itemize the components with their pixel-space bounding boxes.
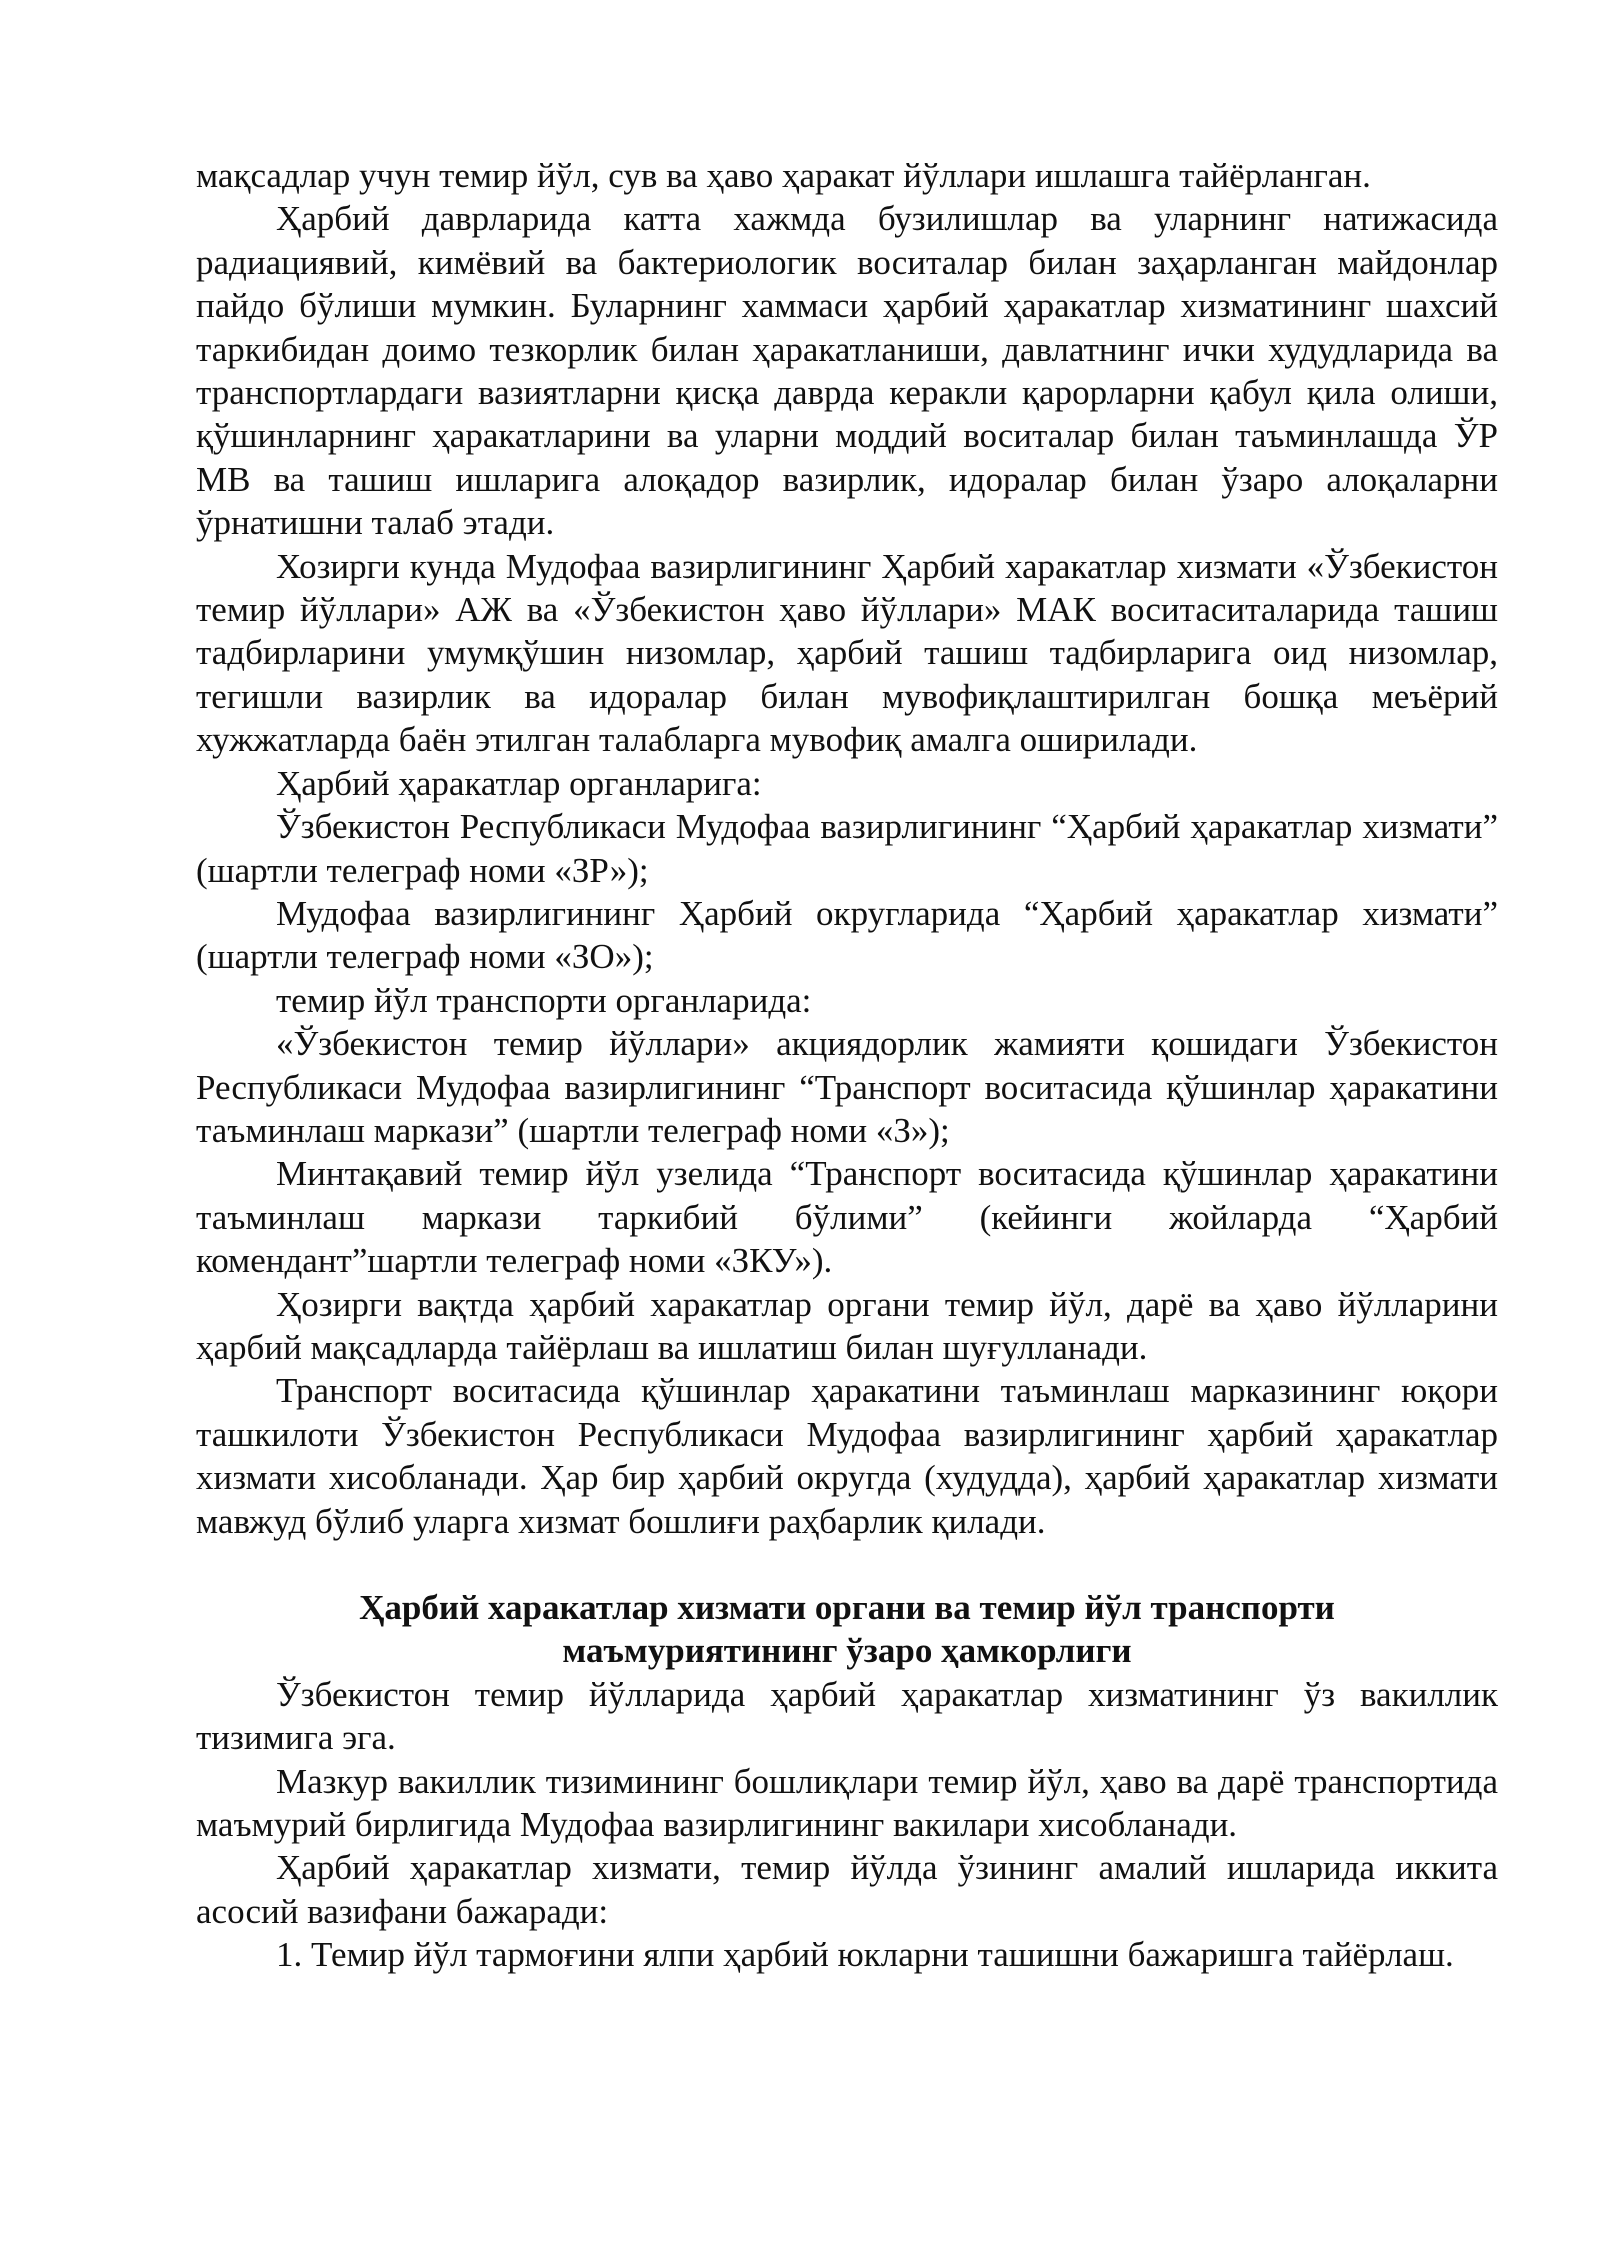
section-heading-line-2: маъмуриятининг ўзаро ҳамкорлиги xyxy=(562,1631,1132,1671)
paragraph-representatives: Мазкур вакиллик тизимининг бошлиқлари темир йўл, ҳаво ва дарё транспортида маъмурий бирлигида Мудофаа вазирлигининг вакилари хисобланади. xyxy=(196,1761,1498,1845)
paragraph-organ-zku: Минтақавий темир йўл узелида “Транспорт воситасида қўшинлар ҳаракатини таъминлаш маркази таркибий бўлими” (кейинги жойларда “Ҳарбий комендант”шартли телеграф номи «ЗКУ»). xyxy=(196,1154,1498,1281)
paragraph-organs-intro: Ҳарбий ҳаракатлар органларига: xyxy=(276,763,762,803)
paragraph-organ-z: «Ўзбекистон темир йўллари» акциядорлик жамияти қошидаги Ўзбекистон Республикаси Мудофаа вазирлигининг “Транспорт воситасида қўшинлар ҳаракатини таъминлаш маркази” (шартли телеграф номи «З»); xyxy=(196,1024,1498,1150)
paragraph-organ-zo: Мудофаа вазирлигининг Ҳарбий округларида “Ҳарбий ҳаракатлар хизмати” (шартли телеграф номи «ЗО»); xyxy=(196,893,1498,977)
paragraph-continuation: мақсадлар учун темир йўл, сув ва ҳаво ҳаракат йўллари ишлашга тайёрланган. xyxy=(196,156,1371,195)
paragraph-present-tasks: Ҳозирги вақтда ҳарбий харакатлар органи темир йўл, дарё ва ҳаво йўлларини ҳарбий мақсадларда тайёрлаш ва ишлатиш билан шуғулланади. xyxy=(196,1284,1498,1367)
paragraph-representation-system: Ўзбекистон темир йўлларида ҳарбий ҳаракатлар хизматининг ўз вакиллик тизимига эга. xyxy=(196,1674,1498,1758)
paragraph-railway-organs: темир йўл транспорти органларида: xyxy=(276,980,812,1020)
paragraph-current-service: Хозирги кунда Мудофаа вазирлигининг Ҳарбий харакатлар хизмати «Ўзбекистон темир йўллари» АЖ ва «Ўзбекистон ҳаво йўллари» МАК воситаситаларида ташиш тадбирларини умумқўшин низомлар, ҳарбий ташиш тадбирларига оид низомлар, тегишли вазирлик ва идоралар билан мувофиқлаштирилган бошқа меъёрий хужжатларда баён этилган талабларга мувофиқ амалга оширилади. xyxy=(196,546,1498,760)
section-heading xyxy=(196,1586,1498,1673)
paragraph-higher-organization: Транспорт воситасида қўшинлар ҳаракатини таъминлаш марказининг юқори ташкилоти Ўзбекистон Республикаси Мудофаа вазирлигининг ҳарбий ҳаракатлар хизмати хисобланади. Ҳар бир ҳарбий округда (худудда), ҳарбий ҳаракатлар хизмати мавжуд бўлиб уларга хизмат бошлиғи раҳбарлик қилади. xyxy=(196,1371,1498,1541)
paragraph-wartime-damage: Ҳарбий даврларида катта хажмда бузилишлар ва уларнинг натижасида радиациявий, кимёвий ва бактериологик воситалар билан заҳарланган майдонлар пайдо бўлиши мумкин. Буларнинг хаммаси ҳарбий ҳаракатлар хизматининг шахсий таркибидан доимо тезкорлик билан ҳаракатланиши, давлатнинг ички худудларида ва транспортлардаги вазиятларни қисқа даврда керакли қарорларни қабул қила олиши, қўшинларнинг ҳаракатларини ва уларни моддий воситалар билан таъминлашда ЎР МВ ва ташиш ишларига алоқадор вазирлик, идоралар билан ўзаро алоқаларни ўрнатишни талаб этади. xyxy=(196,199,1498,543)
paragraph-two-tasks: Ҳарбий ҳаракатлар хизмати, темир йўлда ўзининг амалий ишларида иккита асосий вазифани бажаради: xyxy=(196,1848,1498,1931)
section-heading-line-1: Ҳарбий харакатлар хизмати органи ва темир йўл транспорти xyxy=(359,1588,1335,1627)
paragraph-organ-zr: Ўзбекистон Республикаси Мудофаа вазирлигининг “Ҳарбий ҳаракатлар хизмати” (шартли телеграф номи «ЗР»); xyxy=(196,807,1498,890)
list-item-task-1: 1. Темир йўл тармоғини ялпи ҳарбий юкларни ташишни бажаришга тайёрлаш. xyxy=(276,1935,1454,1975)
document-page xyxy=(196,154,1498,1977)
